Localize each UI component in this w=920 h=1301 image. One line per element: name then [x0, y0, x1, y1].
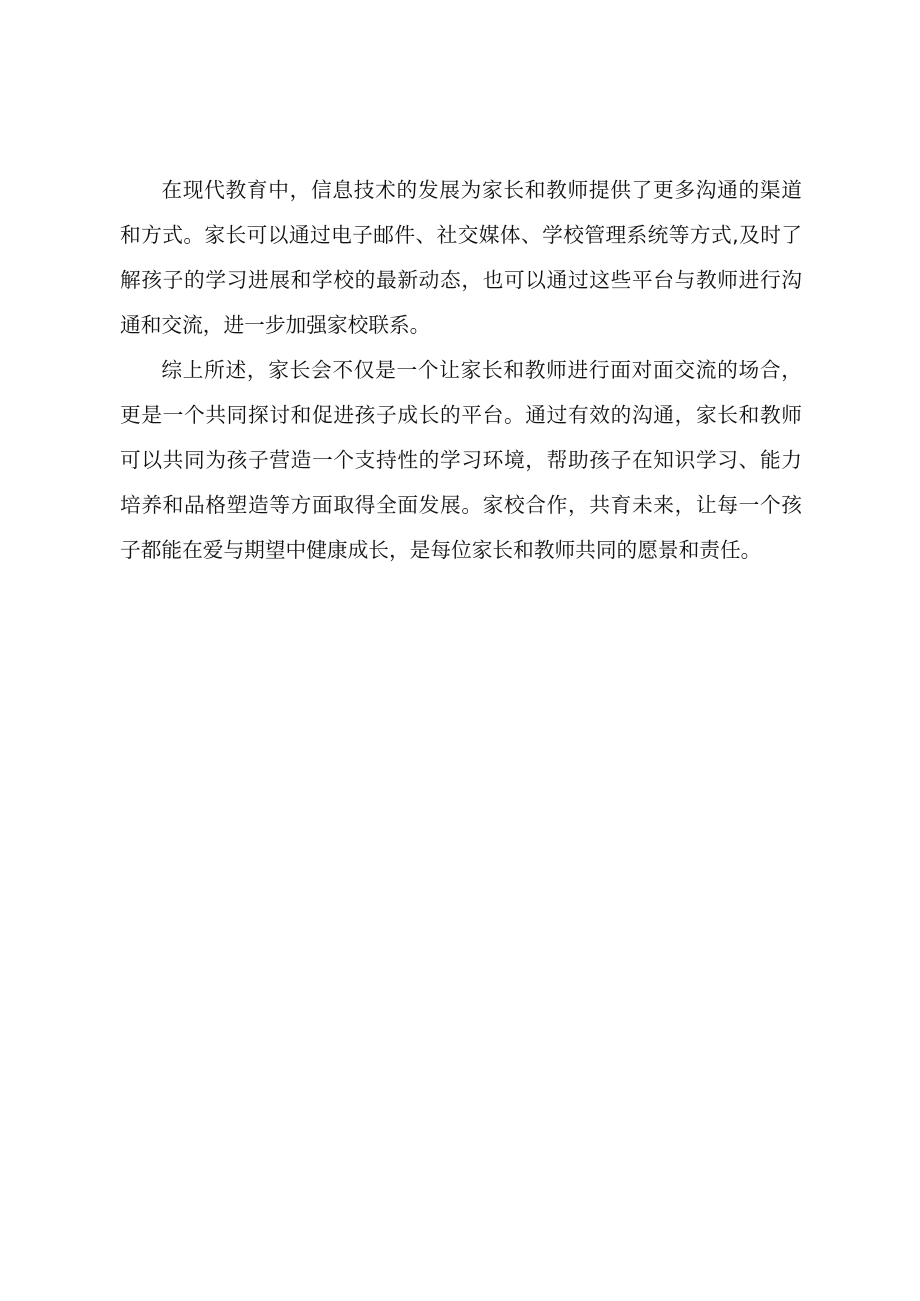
document-body [120, 168, 802, 573]
paragraph-1: 在现代教育中，信息技术的发展为家长和教师提供了更多沟通的渠道和方式。家长可以通过电子邮件、社交媒体、学校管理系统等方式,及时了解孩子的学习进展和学校的最新动态，也可以通过这些平台与教师进行沟通和交流，进一步加强家校联系。 [120, 178, 802, 337]
paragraph-2: 综上所述，家长会不仅是一个让家长和教师进行面对面交流的场合，更是一个共同探讨和促进孩子成长的平台。通过有效的沟通，家长和教师可以共同为孩子营造一个支持性的学习环境，帮助孩子在知识学习、能力培养和品格塑造等方面取得全面发展。家校合作，共育未来，让每一个孩子都能在爱与期望中健康成长，是每位家长和教师共同的愿景和责任。 [120, 358, 802, 562]
